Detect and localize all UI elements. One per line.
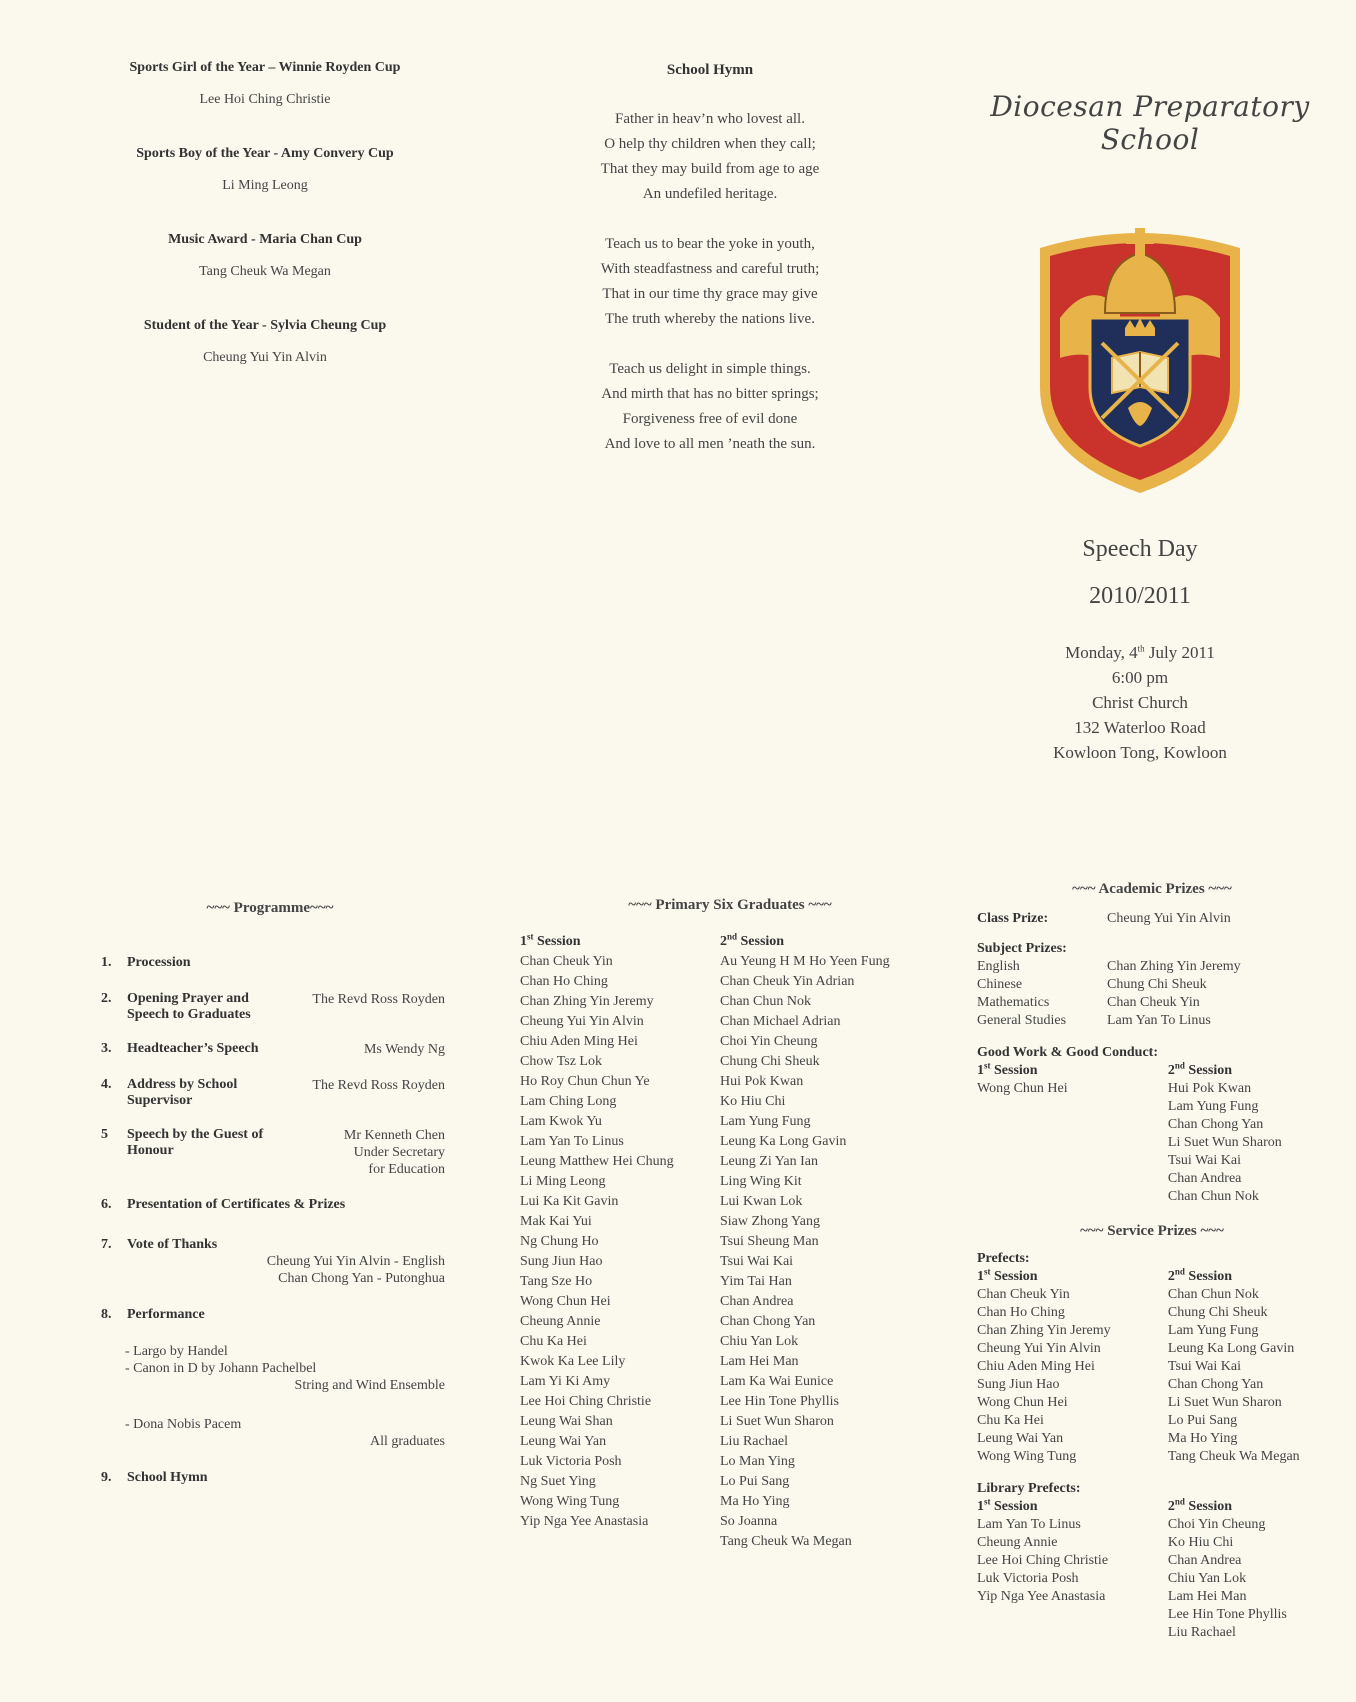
hymn-line: Teach us delight in simple things. <box>609 361 811 377</box>
list-item: Tsui Wai Kai <box>1167 1153 1241 1168</box>
school-crest-logo <box>1020 218 1260 498</box>
list-item: Leung Ka Long Gavin <box>1167 1341 1295 1356</box>
list-item: Lam Yung Fung <box>720 1114 811 1129</box>
list-item: Leung Matthew Hei Chung <box>520 1154 674 1169</box>
award-title: Sports Boy of the Year - Amy Convery Cup <box>136 146 394 161</box>
list-item: Lee Hin Tone Phyllis <box>1167 1607 1287 1622</box>
cover-panel <box>930 90 1350 765</box>
subject-name: English <box>977 959 1020 974</box>
subject-prize-row <box>977 958 1327 976</box>
session-number: 2 <box>720 934 727 949</box>
list-item: Tang Cheuk Wa Megan <box>720 1534 852 1549</box>
good-work-sessions <box>977 1062 1327 1206</box>
library-session-1 <box>977 1498 1168 1642</box>
session-label: Session <box>1188 1063 1232 1078</box>
programme-item <box>95 1127 445 1177</box>
programme-number: 1. <box>101 955 112 970</box>
graduate-list <box>720 952 940 1552</box>
guest-name: Mr Kenneth Chen <box>343 1128 445 1143</box>
programme-label: Vote of Thanks <box>127 1237 218 1252</box>
list-item: Lam Hei Man <box>720 1354 799 1369</box>
hymn-line: The truth whereby the nations live. <box>605 311 815 327</box>
list-item: Ling Wing Kit <box>720 1174 802 1189</box>
programme-item <box>95 1470 445 1488</box>
session-suffix: st <box>527 931 534 942</box>
list-item: Chan Zhing Yin Jeremy <box>977 1323 1111 1338</box>
event-title: Speech Day <box>1082 536 1198 562</box>
list-item: Li Suet Wun Sharon <box>1167 1135 1282 1150</box>
event-details <box>930 640 1350 765</box>
programme-item <box>95 955 445 973</box>
guest-title-2: for Education <box>368 1162 445 1177</box>
list-item: Lam Ching Long <box>520 1094 617 1109</box>
hymn-verse <box>560 357 860 457</box>
list-item: Chiu Yan Lok <box>1167 1571 1247 1586</box>
event-date-day: Monday, 4 <box>1065 643 1138 662</box>
session-label: Session <box>994 1269 1038 1284</box>
session-heading <box>1168 1498 1327 1516</box>
programme-label: Speech by the Guest of Honour <box>127 1127 264 1158</box>
list-item: Chan Zhing Yin Jeremy <box>520 994 654 1009</box>
list-item: Lam Kwok Yu <box>520 1114 602 1129</box>
programme-speaker: Ms Wendy Ng <box>363 1042 445 1057</box>
programme-section <box>95 900 445 1502</box>
session-heading <box>720 932 940 952</box>
subject-prize-row <box>977 976 1327 994</box>
session-suffix: st <box>984 1060 991 1071</box>
session-number: 2 <box>1167 1269 1175 1284</box>
programme-label: Opening Prayer and Speech to Graduates <box>127 991 251 1022</box>
list-item: Chung Chi Sheuk <box>1167 1305 1268 1320</box>
list-item: Chiu Aden Ming Hei <box>520 1034 638 1049</box>
subject-prizes-label: Subject Prizes: <box>977 941 1067 956</box>
list-item: Lam Yan To Linus <box>977 1517 1081 1532</box>
award-winner: Tang Cheuk Wa Megan <box>199 264 331 279</box>
list-item: Chan Chun Nok <box>1167 1189 1259 1204</box>
session-number: 1 <box>520 934 527 949</box>
graduates-session-2 <box>720 932 940 1552</box>
list-item: Lo Man Ying <box>720 1454 795 1469</box>
library-prefects-label: Library Prefects: <box>977 1481 1081 1496</box>
list-item: Tang Cheuk Wa Megan <box>1167 1449 1300 1464</box>
hymn-line: An undefiled heritage. <box>642 186 778 202</box>
list-item: Chan Chong Yan <box>720 1314 816 1329</box>
award-title: Sports Girl of the Year – Winnie Royden Cup <box>129 60 401 75</box>
award-winner: Li Ming Leong <box>222 178 308 193</box>
hymn-line: And mirth that has no bitter springs; <box>601 386 819 402</box>
programme-number: 2. <box>101 991 112 1006</box>
programme-number: 7. <box>101 1237 112 1252</box>
academic-prizes-heading: ~~~ Academic Prizes ~~~ <box>1072 881 1232 897</box>
programme-item <box>95 991 445 1023</box>
event-year: 2010/2011 <box>1089 583 1191 609</box>
list-item: Leung Wai Yan <box>520 1434 607 1449</box>
list-item: Chan Cheuk Yin Adrian <box>720 974 855 989</box>
hymn-line: That they may build from age to age <box>600 161 820 177</box>
programme-label: Presentation of Certificates & Prizes <box>127 1197 346 1212</box>
list-item: Chiu Aden Ming Hei <box>977 1359 1095 1374</box>
list-item: Chu Ka Hei <box>520 1334 587 1349</box>
programme-item <box>95 1237 445 1287</box>
list-item: Wong Wing Tung <box>520 1494 620 1509</box>
good-work-label: Good Work & Good Conduct: <box>977 1045 1158 1060</box>
list-item: Chan Chong Yan <box>1167 1377 1264 1392</box>
list-item: Tang Sze Ho <box>520 1274 593 1289</box>
programme-number: 9. <box>101 1470 112 1485</box>
service-prizes-heading: ~~~ Service Prizes ~~~ <box>1080 1223 1224 1239</box>
prefects-sessions <box>977 1268 1327 1466</box>
session-suffix: nd <box>727 931 738 942</box>
list-item: Luk Victoria Posh <box>520 1454 622 1469</box>
good-work-session-2 <box>1168 1062 1327 1206</box>
list-item: Chan Cheuk Yin <box>977 1287 1070 1302</box>
subject-prize-row <box>977 994 1327 1012</box>
list-item: Ng Suet Ying <box>520 1474 596 1489</box>
session-label: Session <box>740 934 785 949</box>
award-music <box>90 232 440 280</box>
session-suffix: nd <box>1174 1496 1185 1507</box>
session-heading <box>1168 1062 1327 1080</box>
programme-number: 4. <box>101 1077 112 1092</box>
session-number: 2 <box>1167 1499 1175 1514</box>
hymn-line: Teach us to bear the yoke in youth, <box>605 236 815 252</box>
list-item: Yim Tai Han <box>720 1274 792 1289</box>
subject-prize-list <box>977 958 1327 1030</box>
list-item: Lee Hin Tone Phyllis <box>720 1394 839 1409</box>
hymn-line: With steadfastness and careful truth; <box>600 261 820 277</box>
hymn-title: School Hymn <box>666 62 754 78</box>
list-item: Choi Yin Cheung <box>720 1034 818 1049</box>
programme-number: 5 <box>101 1127 108 1142</box>
list-item: Ma Ho Ying <box>1167 1431 1238 1446</box>
prefects-list <box>977 1286 1168 1466</box>
session-number: 2 <box>1167 1063 1175 1078</box>
event-address-1: 132 Waterloo Road <box>1074 718 1206 737</box>
graduates-heading: ~~~ Primary Six Graduates ~~~ <box>628 897 832 913</box>
list-item: Lam Yi Ki Amy <box>520 1374 611 1389</box>
subject-prize-row <box>977 1012 1327 1030</box>
list-item: Leung Wai Shan <box>520 1414 613 1429</box>
programme-label: Headteacher’s Speech <box>127 1041 259 1056</box>
list-item: Lam Yan To Linus <box>520 1134 624 1149</box>
list-item: So Joanna <box>720 1514 778 1529</box>
hymn-line: O help thy children when they call; <box>604 136 816 152</box>
list-item: Cheung Yui Yin Alvin <box>520 1014 644 1029</box>
performance-piece: - Largo by Handel <box>125 1344 228 1359</box>
class-prize-row <box>977 910 1327 928</box>
list-item: Chiu Yan Lok <box>720 1334 799 1349</box>
programme-item <box>95 1077 445 1109</box>
list-item: Ko Hiu Chi <box>1167 1535 1234 1550</box>
session-label: Session <box>994 1063 1038 1078</box>
library-prefects-list <box>1168 1516 1327 1642</box>
list-item: Cheung Annie <box>520 1314 601 1329</box>
programme-number: 3. <box>101 1041 112 1056</box>
programme-number: 8. <box>101 1307 112 1322</box>
programme-label: Performance <box>127 1307 205 1322</box>
list-item: Yip Nga Yee Anastasia <box>977 1589 1106 1604</box>
programme-heading: ~~~ Programme~~~ <box>206 900 334 916</box>
session-number: 1 <box>977 1063 984 1078</box>
session-suffix: nd <box>1174 1060 1185 1071</box>
list-item: Lui Ka Kit Gavin <box>520 1194 619 1209</box>
list-item: Tsui Wai Kai <box>720 1254 794 1269</box>
programme-speaker <box>344 1127 445 1178</box>
class-prize-label: Class Prize: <box>977 911 1049 926</box>
good-work-list <box>977 1080 1168 1098</box>
event-date-suffix: th <box>1137 643 1145 654</box>
list-item: Chan Chun Nok <box>1167 1287 1259 1302</box>
list-item: Sung Jiun Hao <box>520 1254 603 1269</box>
list-item: Lam Yung Fung <box>1167 1323 1259 1338</box>
list-item: Siaw Zhong Yang <box>720 1214 820 1229</box>
list-item: Chan Michael Adrian <box>720 1014 841 1029</box>
list-item: Lee Hoi Ching Christie <box>520 1394 652 1409</box>
hymn-line: Forgiveness free of evil done <box>622 411 798 427</box>
graduates-section <box>520 897 940 1552</box>
subject-winner: Lam Yan To Linus <box>1107 1013 1211 1028</box>
school-hymn <box>560 62 860 482</box>
prefects-list <box>1168 1286 1327 1466</box>
list-item: Lo Pui Sang <box>1167 1413 1238 1428</box>
list-item: Leung Zi Yan Ian <box>720 1154 818 1169</box>
awards-section <box>90 60 440 404</box>
vote-of-thanks-english: Cheung Yui Yin Alvin - English <box>266 1254 445 1269</box>
graduates-session-1 <box>520 932 720 1552</box>
session-label: Session <box>1188 1269 1232 1284</box>
guest-title: Under Secretary <box>353 1145 445 1160</box>
prefects-session-2 <box>1168 1268 1327 1466</box>
session-label: Session <box>994 1499 1038 1514</box>
session-heading <box>1168 1268 1327 1286</box>
subject-winner: Chan Zhing Yin Jeremy <box>1107 959 1241 974</box>
library-sessions <box>977 1498 1327 1642</box>
list-item: Tsui Wai Kai <box>1167 1359 1241 1374</box>
list-item: Li Suet Wun Sharon <box>1167 1395 1282 1410</box>
programme-label: School Hymn <box>127 1470 208 1485</box>
list-item: Leung Wai Yan <box>977 1431 1064 1446</box>
list-item: Chow Tsz Lok <box>520 1054 602 1069</box>
prizes-section <box>977 880 1327 1642</box>
session-suffix: st <box>984 1496 991 1507</box>
list-item: Tsui Sheung Man <box>720 1234 819 1249</box>
list-item: Chan Andrea <box>1167 1171 1242 1186</box>
hymn-line: Father in heav’n who lovest all. <box>615 111 805 127</box>
hymn-line: And love to all men ’neath the sun. <box>604 436 816 452</box>
session-suffix: nd <box>1174 1266 1185 1277</box>
list-item: Lee Hoi Ching Christie <box>977 1553 1109 1568</box>
subject-name: General Studies <box>977 1013 1067 1028</box>
list-item: Lam Yung Fung <box>1167 1099 1259 1114</box>
list-item: Wong Chun Hei <box>520 1294 611 1309</box>
performance-piece: - Dona Nobis Pacem <box>125 1417 242 1432</box>
programme-speaker: The Revd Ross Royden <box>312 1078 445 1093</box>
session-heading <box>977 1498 1168 1516</box>
hymn-verse <box>560 232 860 332</box>
list-item: Lo Pui Sang <box>720 1474 790 1489</box>
award-sports-boy <box>90 146 440 194</box>
subject-winner: Chan Cheuk Yin <box>1107 995 1200 1010</box>
list-item: Sung Jiun Hao <box>977 1377 1060 1392</box>
class-prize-winner: Cheung Yui Yin Alvin <box>1107 911 1231 926</box>
list-item: Ho Roy Chun Chun Ye <box>520 1074 650 1089</box>
programme-label: Address by School Supervisor <box>127 1077 238 1108</box>
list-item: Chan Cheuk Yin <box>520 954 613 969</box>
session-label: Session <box>1188 1499 1232 1514</box>
list-item: Chan Chong Yan <box>1167 1117 1264 1132</box>
award-student-of-year <box>90 318 440 366</box>
session-heading <box>977 1268 1168 1286</box>
list-item: Lui Kwan Lok <box>720 1194 803 1209</box>
good-work-list <box>1168 1080 1327 1206</box>
prefects-label: Prefects: <box>977 1251 1030 1266</box>
list-item: Chan Ho Ching <box>977 1305 1065 1320</box>
performance-piece: - Canon in D by Johann Pachelbel <box>125 1361 317 1376</box>
list-item: Kwok Ka Lee Lily <box>520 1354 626 1369</box>
event-date <box>930 640 1350 665</box>
list-item: Ko Hiu Chi <box>720 1094 786 1109</box>
list-item: Hui Pok Kwan <box>720 1074 804 1089</box>
hymn-line: That in our time thy grace may give <box>602 286 818 302</box>
award-winner: Lee Hoi Ching Christie <box>199 92 331 107</box>
list-item: Luk Victoria Posh <box>977 1571 1079 1586</box>
list-item: Hui Pok Kwan <box>1167 1081 1252 1096</box>
programme-item <box>95 1041 445 1059</box>
list-item: Lam Ka Wai Eunice <box>720 1374 834 1389</box>
event-venue: Christ Church <box>1092 693 1188 712</box>
list-item: Wong Chun Hei <box>977 1081 1068 1096</box>
event-date-month: July 2011 <box>1144 643 1215 662</box>
performance-performer: All graduates <box>369 1434 445 1449</box>
session-label: Session <box>537 934 581 949</box>
list-item: Lam Hei Man <box>1167 1589 1247 1604</box>
list-item: Mak Kai Yui <box>520 1214 592 1229</box>
award-sports-girl <box>90 60 440 108</box>
list-item: Chan Ho Ching <box>520 974 608 989</box>
library-session-2 <box>1168 1498 1327 1642</box>
session-heading <box>520 932 720 952</box>
list-item: Ma Ho Ying <box>720 1494 790 1509</box>
list-item: Wong Chun Hei <box>977 1395 1068 1410</box>
event-address-2: Kowloon Tong, Kowloon <box>1053 743 1227 762</box>
session-heading <box>977 1062 1168 1080</box>
list-item: Li Suet Wun Sharon <box>720 1414 834 1429</box>
session-number: 1 <box>977 1269 984 1284</box>
list-item: Cheung Yui Yin Alvin <box>977 1341 1101 1356</box>
award-winner: Cheung Yui Yin Alvin <box>203 350 327 365</box>
subject-name: Chinese <box>977 977 1023 992</box>
list-item: Cheung Annie <box>977 1535 1058 1550</box>
hymn-verse <box>560 107 860 207</box>
list-item: Leung Ka Long Gavin <box>720 1134 847 1149</box>
session-suffix: st <box>984 1266 991 1277</box>
programme-number: 6. <box>101 1197 112 1212</box>
list-item: Choi Yin Cheung <box>1167 1517 1266 1532</box>
graduate-list <box>520 952 720 1532</box>
list-item: Chung Chi Sheuk <box>720 1054 820 1069</box>
award-title: Student of the Year - Sylvia Cheung Cup <box>143 318 387 333</box>
list-item: Li Ming Leong <box>520 1174 606 1189</box>
subject-name: Mathematics <box>977 995 1050 1010</box>
programme-item <box>95 1197 445 1215</box>
performance-performer: String and Wind Ensemble <box>294 1378 445 1393</box>
subject-winner: Chung Chi Sheuk <box>1107 977 1207 992</box>
prefects-session-1 <box>977 1268 1168 1466</box>
programme-item <box>95 1307 445 1450</box>
list-item: Au Yeung H M Ho Yeen Fung <box>720 954 890 969</box>
list-item: Liu Rachael <box>1167 1625 1236 1640</box>
school-name: Diocesan Preparatory School <box>990 90 1310 156</box>
programme-speaker: The Revd Ross Royden <box>312 992 445 1007</box>
award-title: Music Award - Maria Chan Cup <box>168 232 362 247</box>
vote-of-thanks-putonghua: Chan Chong Yan - Putonghua <box>278 1271 445 1286</box>
list-item: Wong Wing Tung <box>977 1449 1077 1464</box>
library-prefects-list <box>977 1516 1168 1606</box>
list-item: Chan Chun Nok <box>720 994 811 1009</box>
list-item: Ng Chung Ho <box>520 1234 599 1249</box>
good-work-session-1 <box>977 1062 1168 1206</box>
event-time: 6:00 pm <box>1111 668 1169 687</box>
programme-label: Procession <box>127 955 191 970</box>
list-item: Chu Ka Hei <box>977 1413 1044 1428</box>
list-item: Chan Andrea <box>1167 1553 1242 1568</box>
list-item: Chan Andrea <box>720 1294 794 1309</box>
session-number: 1 <box>977 1499 984 1514</box>
list-item: Yip Nga Yee Anastasia <box>520 1514 649 1529</box>
list-item: Liu Rachael <box>720 1434 789 1449</box>
